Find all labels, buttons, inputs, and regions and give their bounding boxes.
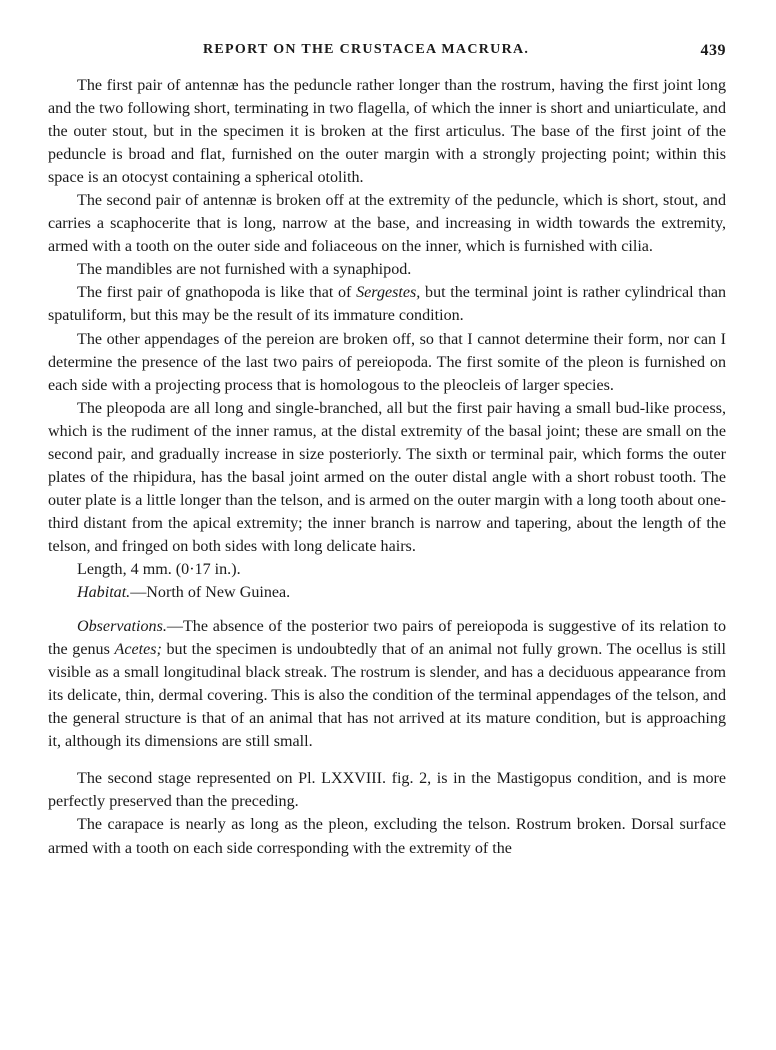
- gnathopoda-text-b: but the terminal joint is rather cylindrical than spatuliform, but this may be the result of its immature condition.: [48, 284, 727, 325]
- paragraph-pleopoda: The pleopoda are all long and single-branched, all but the first pair having a small bud-like process, which is the rudiment of the inner ramus, at the distal extremity of the basal joint; these are small on the second pair, and gradually increase in size posteriorly. The sixth or terminal pair, which forms the outer plates of the rhipidura, has the basal joint armed on the outer distal angle with a short robust tooth. The outer plate is a little longer than the telson, and is armed on the outer margin with a long tooth about one-third distant from the apical extremity; the inner branch is narrow and tapering, about the length of the telson, and fringed on both sides with long delicate hairs.: [48, 399, 726, 555]
- running-title: REPORT ON THE CRUSTACEA MACRURA.: [203, 42, 530, 57]
- page: [48, 40, 726, 860]
- paragraph-first-antennae: The first pair of antennæ has the peduncle rather longer than the rostrum, having the first joint long and the two following short, terminating in two flagella, of which the inner is short and uniarticulate, and the outer stout, but in the specimen it is broken at the first articulus. The base of the first joint of the peduncle is broad and flat, furnished on the outer margin with a strongly projecting point; within this space is an otocyst containing a spherical otolith.: [48, 77, 726, 187]
- paragraph-observations: [48, 615, 726, 753]
- paragraph-second-antennae: The second pair of antennæ is broken off at the extremity of the peduncle, which is short, stout, and carries a scaphocerite that is long, narrow at the base, and increasing in width towards the extremity, armed with a tooth on the outer side and foliaceous on the inner, which is furnished with cilia.: [48, 192, 726, 256]
- paragraph-habitat: [48, 581, 726, 604]
- paragraph-length: Length, 4 mm. (0·17 in.).: [77, 560, 241, 578]
- paragraph-mandibles: The mandibles are not furnished with a synaphipod.: [77, 261, 412, 279]
- paragraph-gnathopoda: [48, 281, 726, 327]
- habitat-text: —North of New Guinea.: [130, 584, 291, 602]
- page-number: 439: [700, 42, 726, 59]
- genus-acetes: Acetes;: [114, 641, 162, 659]
- paragraph-pereion: The other appendages of the pereion are broken off, so that I cannot determine their form, nor can I determine the presence of the last two pairs of pereiopoda. The first somite of the pleon is furnished on each side with a projecting process that is homologous to the pleocleis of larger species.: [48, 330, 726, 394]
- paragraph-second-stage: The second stage represented on Pl. LXXVIII. fig. 2, is in the Mastigopus condition, and is more perfectly preserved than the preceding.: [48, 770, 726, 811]
- genus-sergestes: Sergestes,: [356, 284, 421, 302]
- observations-label: Observations.: [77, 618, 167, 636]
- paragraph-carapace: The carapace is nearly as long as the pleon, excluding the telson. Rostrum broken. Dorsal surface armed with a tooth on each side corresponding with the extremity of the: [48, 816, 726, 857]
- habitat-label: Habitat.: [77, 584, 131, 602]
- running-header: [48, 40, 726, 64]
- observations-text-b: but the specimen is undoubtedly that of an animal not fully grown. The ocellus is still visible as a small longitudinal black streak. The rostrum is slender, and has a deciduous appearance from its delicate, thin, dermal covering. This is also the condition of the terminal appendages of the telson, and the general structure is that of an animal that has not arrived at its mature condition, but is approaching it, although its dimensions are still small.: [48, 641, 726, 751]
- observations-text-a: —The absence of the posterior two pairs of pereiopoda is suggestive of its relation to the genus: [48, 618, 726, 659]
- gnathopoda-text-a: The first pair of gnathopoda is like that of: [77, 284, 357, 302]
